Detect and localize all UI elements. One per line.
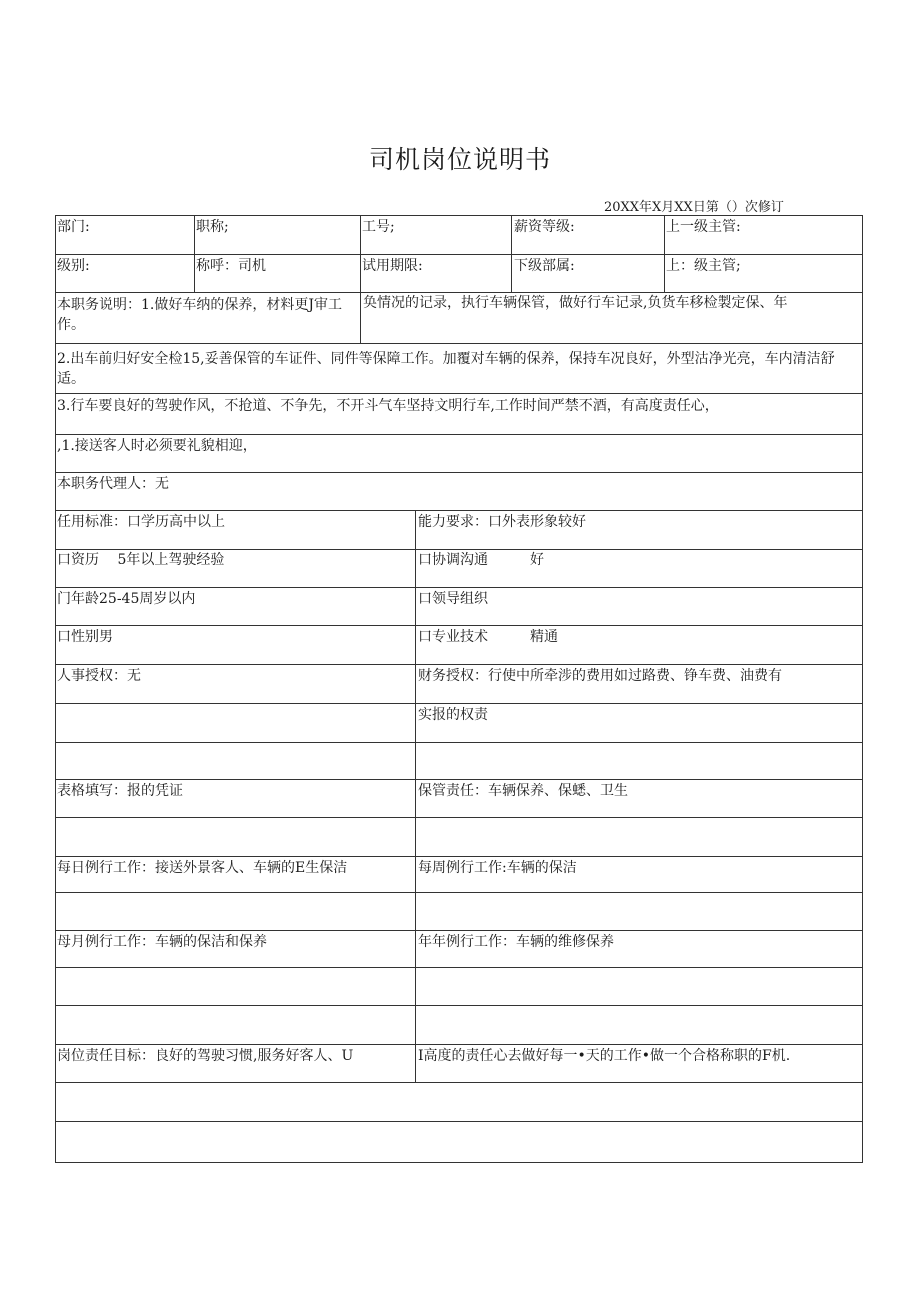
row-rule <box>55 215 863 216</box>
row-rule <box>55 434 863 435</box>
requirement-leadership: 口领导组织 <box>418 591 488 607</box>
yearly-routine: 年年例行工作：车辆的维修保养 <box>418 934 614 950</box>
daily-routine: 每日例行工作：接送外景客人、车辆的E生保洁 <box>57 860 348 876</box>
column-rule <box>194 215 195 292</box>
superior-label: 上一级主管: <box>666 219 741 235</box>
job-agent: 本职务代理人：无 <box>57 476 169 492</box>
column-rule <box>360 215 361 292</box>
row-rule <box>55 817 863 818</box>
monthly-routine: 母月例行工作：车辆的保洁和保养 <box>57 934 267 950</box>
goal-left: 岗位责任目标：良好的驾驶习惯,服务好客人、U <box>57 1048 354 1064</box>
department-label: 部门: <box>57 219 90 235</box>
requirement-coordination: 口协调沟通 好 <box>418 552 544 568</box>
row-rule <box>55 1005 863 1006</box>
goal-right: I高度的责任心去做好每一•天的工作•做一个合格称职的F机. <box>418 1048 791 1064</box>
row-rule <box>55 703 863 704</box>
row-rule <box>55 967 863 968</box>
row-rule <box>55 587 863 588</box>
column-rule <box>664 215 665 292</box>
row-rule <box>55 510 863 511</box>
row-rule <box>55 472 863 473</box>
requirement-age: 门年龄25-45周岁以内 <box>57 591 196 607</box>
column-rule <box>511 215 512 292</box>
row-rule <box>55 664 863 665</box>
weekly-routine: 每周例行工作:车辆的保洁 <box>418 860 577 876</box>
requirement-education: 任用标准：口学历高中以上 <box>57 514 225 530</box>
job-title-label: 职称; <box>196 219 229 235</box>
table-border-left <box>55 215 56 1163</box>
row-rule <box>55 856 863 857</box>
employee-id-label: 工号; <box>362 219 395 235</box>
duties-intro-left: 本职务说明：1.做好车纳的保养，材料更J审工作。 <box>57 297 342 333</box>
row-rule <box>55 343 863 344</box>
level-label: 级别: <box>57 258 90 274</box>
superior-2-label: 上：级主管; <box>666 258 741 274</box>
row-rule <box>55 254 863 255</box>
requirement-skill: 口专业技术 精通 <box>418 629 558 645</box>
column-rule <box>415 510 416 1082</box>
requirement-gender: 口性别男 <box>57 629 113 645</box>
row-rule <box>55 1044 863 1045</box>
row-rule <box>55 625 863 626</box>
row-rule <box>55 779 863 780</box>
requirement-experience: 口资历 5年以上驾驶经验 <box>57 552 225 568</box>
requirement-ability: 能力要求：口外表形象较好 <box>418 514 586 530</box>
subordinates-label: 下级部属: <box>514 258 575 274</box>
row-rule <box>55 1162 863 1163</box>
page-title: 司机岗位说明书 <box>368 145 551 174</box>
duty-item-4: ,1.接送客人时必须要礼貌相迎， <box>57 438 257 454</box>
row-rule <box>55 1082 863 1083</box>
duty-item-3: 3.行车要良好的驾驶作风，不抢道、不争先，不开斗气车坚持文明行车,工作时间严禁不酒，有高度责任心， <box>57 398 719 414</box>
job-description-table <box>55 215 863 1163</box>
revision-note: 20XX年X月XX日第（）次修订 <box>604 200 784 215</box>
job-name-label: 称呼：司机 <box>196 258 266 274</box>
row-rule <box>55 930 863 931</box>
duties-intro-right: 奂情况的记录，执行车辆保管，做好行车记录,负货车移检製定保、年 <box>363 295 788 311</box>
custody-responsibility: 保管责任：车辆保养、保蟋、卫生 <box>418 783 628 799</box>
row-rule <box>55 1121 863 1122</box>
probation-label: 试用期限: <box>362 258 423 274</box>
finance-authority-cont: 实报的权责 <box>418 707 488 723</box>
row-rule <box>55 742 863 743</box>
table-border-right <box>862 215 863 1163</box>
personnel-authority: 人事授权：无 <box>57 668 141 684</box>
row-rule <box>55 892 863 893</box>
row-rule <box>55 393 863 394</box>
salary-grade-label: 薪资等级: <box>514 219 575 235</box>
column-rule <box>360 292 361 343</box>
finance-authority: 财务授权：行使中所牵涉的费用如过路费、铮车费、油费有 <box>418 668 782 684</box>
forms-responsibility: 表格填写：报的凭证 <box>57 783 183 799</box>
duty-item-2: 2.出车前归好安全检15,妥善保管的车证件、同件等保障工作。加覆对车辆的保养，保持车况良好，外型沽净光亮，车内清洁舒适。 <box>57 351 835 387</box>
